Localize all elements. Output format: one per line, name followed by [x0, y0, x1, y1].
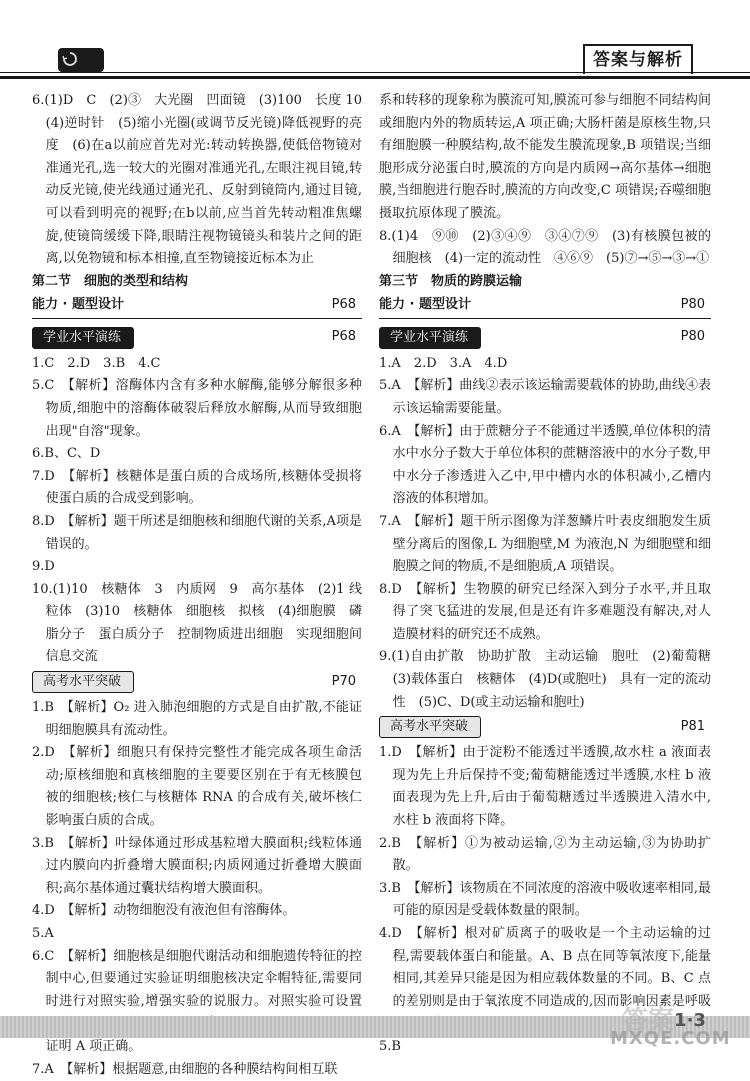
- exam-label: 高考水平突破: [32, 671, 134, 693]
- section-title: 第二节 细胞的类型和结构: [32, 273, 189, 289]
- answer-continuation: 系和转移的现象称为膜流可知,膜流可参与细胞不同结构间或细胞内外的物质转运,A 项正确;大肠杆菌是原核生物,只有细胞膜一种膜结构,故不能发生膜流现象,B 项错误;当细胞形成分泌蛋白时,膜流的方向是内质网→高尔基体→细胞膜,当细胞进行胞吞时,膜流的方向改变,C 项错误;吞噬细胞摄取抗原体现了膜流。: [379, 93, 711, 221]
- answer-item: 1.A 2.D 3.A 4.D: [379, 355, 508, 371]
- answer-item: 8.(1)4 ⑨⑩ (2)③④⑨ ③④⑦⑨ (3)有核膜包被的细胞核 (4)一定的流动性 ④⑥⑨ (5)⑦→⑤→③→①: [379, 228, 711, 267]
- answer-item: 8.D 【解析】生物膜的研究已经深入到分子水平,并且取得了突飞猛进的发展,但是还有许多难题没有解决,对人造膜材料的研究还不成熟。: [379, 581, 711, 642]
- answer-item: 7.D 【解析】核糖体是蛋白质的合成场所,核糖体受损将使蛋白质的合成受到影响。: [32, 468, 362, 507]
- answer-item: 6.(1)D C (2)③ 大光圈 凹面镜 (3)100 长度 10 (4)逆时针 (5)缩小光圈(或调节反光镜)降低视野的亮度 (6)在a以前应首先对光:转动转换器,使低倍物镜对准通光孔,选一较大的光圈对准通光孔,左眼注视目镜,转动反光镜,使光线通过通光孔、反射到镜筒内,通过目镜,可以看到明亮的视野;在b以前,应当首先转动粗准焦螺旋,使镜筒缓缓下降,眼睛注视物镜镜头和装片之间的距离,以免物镜和标本相撞,直至物镜接近标本为止: [32, 93, 376, 267]
- page-ref: P68: [331, 329, 356, 345]
- exam-header: [379, 714, 711, 740]
- watermark-logo: 答案: [622, 1006, 675, 1036]
- answer-item: 3.B 【解析】叶绿体通过形成基粒增大膜面积;线粒体通过内膜向内折叠增大膜面积;内质网通过折叠增大膜面积;高尔基体通过囊状结构增大膜面积。: [32, 835, 362, 896]
- practice-header: [32, 325, 362, 351]
- ability-bar: [379, 293, 711, 319]
- header-rule-thick: [0, 76, 750, 79]
- answer-item: 10.(1)10 核糖体 3 内质网 9 高尔基体 (2)1 线粒体 (3)10 核糖体 细胞核 拟核 (4)细胞膜 磷脂分子 蛋白质分子 控制物质进出细胞 实现细胞间信息交流: [32, 581, 362, 665]
- publisher-logo: [58, 48, 104, 72]
- answer-item: 7.A 【解析】根据题意,由细胞的各种膜结构间相互联: [32, 1061, 338, 1077]
- answer-item: 5.A: [32, 926, 54, 941]
- answer-item: 6.A 【解析】由于蔗糖分子不能通过半透膜,单位体积的清水中水分子数大于单位体积的蔗糖溶液中的水分子数,甲中水分子渗透进入乙中,甲中槽内水的体积减小,乙槽内溶液的体积增加。: [379, 423, 711, 507]
- answer-item: 1.C 2.D 3.B 4.C: [32, 355, 161, 371]
- answer-item: 7.A 【解析】题干所示图像为洋葱鳞片叶表皮细胞发生质壁分离后的图像,L 为细胞壁,M 为液泡,N 为细胞壁和细胞膜之间的物质,不是细胞质,A 项错误。: [379, 513, 711, 575]
- watermark-text: MXQE.COM: [610, 1028, 731, 1049]
- answer-item: 8.D 【解析】题干所述是细胞核和细胞代谢的关系,A项是错误的。: [32, 513, 362, 552]
- header-title: 答案与解析: [583, 44, 693, 74]
- answer-item: 2.B 【解析】①为被动运输,②为主动运输,③为协助扩散。: [379, 835, 711, 874]
- practice-label: 学业水平演练: [32, 327, 134, 349]
- page-number: 1·3: [674, 1010, 706, 1031]
- left-column: [32, 90, 376, 1081]
- header-rule-thin: [0, 72, 750, 73]
- page-ref: P81: [680, 718, 705, 734]
- answer-item: 5.B: [379, 1038, 401, 1054]
- page-ref: P80: [680, 296, 705, 312]
- header-bar: [0, 44, 750, 78]
- answer-item: 1.B 【解析】O₂ 进入肺泡细胞的方式是自由扩散,不能证明细胞膜具有流动性。: [32, 700, 362, 738]
- answer-item: 6.B、C、D: [32, 446, 101, 462]
- answer-item: 3.B 【解析】该物质在不同浓度的溶液中吸收速率相同,最可能的原因是受载体数量的限制。: [379, 880, 711, 919]
- ability-label: 能力 · 题型设计: [379, 296, 471, 312]
- answer-item: 2.D 【解析】细胞只有保持完整性才能完成各项生命活动;原核细胞和真核细胞的主要要区别在于有无核膜包被的细胞核;核仁与核糖体 RNA 的合成有关,破坏核仁影响蛋白质的合成。: [32, 745, 362, 829]
- answer-item: 4.D 【解析】动物细胞没有液泡但有溶酶体。: [32, 903, 296, 919]
- page-ref: P70: [331, 673, 356, 689]
- practice-header: [379, 325, 711, 351]
- answer-item: 9.D: [32, 559, 55, 575]
- answer-item: 9.(1)自由扩散 协助扩散 主动运输 胞吐 (2)葡萄糖 (3)载体蛋白 核糖体 (4)D(或胞吐) 具有一定的流动性 (5)C、D(或主动运输和胞吐): [379, 649, 725, 710]
- practice-label: 学业水平演练: [379, 327, 481, 349]
- logo-text: ·: [76, 59, 78, 66]
- page-ref: P68: [331, 296, 356, 312]
- answer-item: 6.C 【解析】细胞核是细胞代谢活动和细胞遗传特征的控制中心,但要通过实验证明细胞核决定伞帽特征,需要同时进行对照实验,增强实验的说服力。对照实验可设置 证明 A 项正确。: [32, 948, 362, 1054]
- answer-item: 5.A 【解析】曲线②表示该运输需要载体的协助,曲线④表示该运输需要能量。: [379, 378, 711, 416]
- exam-label: 高考水平突破: [379, 716, 481, 738]
- answer-item: 4.D 【解析】根对矿质离子的吸收是一个主动运输的过程,需要载体蛋白和能量。A、B 点在同等氧浓度下,能量相同,其差异只能是因为相应载体数量的不同。B、C 点的差别则是由于氧浓度不同造成的,因而影响因素是呼吸: [379, 926, 711, 1009]
- section-title: 第三节 物质的跨膜运输: [379, 273, 523, 289]
- exam-header: [32, 669, 362, 695]
- answer-item: 1.D 【解析】由于淀粉不能透过半透膜,故水柱 a 液面表现为先上升后保持不变;葡萄糖能透过半透膜,水柱 b 液面表现为先上升,后由于葡萄糖透过半透膜进入清水中,水柱 b 液面将下降。: [379, 745, 711, 829]
- ability-label: 能力 · 题型设计: [32, 296, 124, 312]
- page-ref: P80: [680, 329, 705, 345]
- answer-item: 5.C 【解析】溶酶体内含有多种水解酶,能够分解很多种物质,细胞中的溶酶体破裂后释放水解酶,从而导致细胞出现"自溶"现象。: [32, 378, 362, 439]
- ability-bar: [32, 293, 362, 319]
- right-column: [379, 90, 725, 1059]
